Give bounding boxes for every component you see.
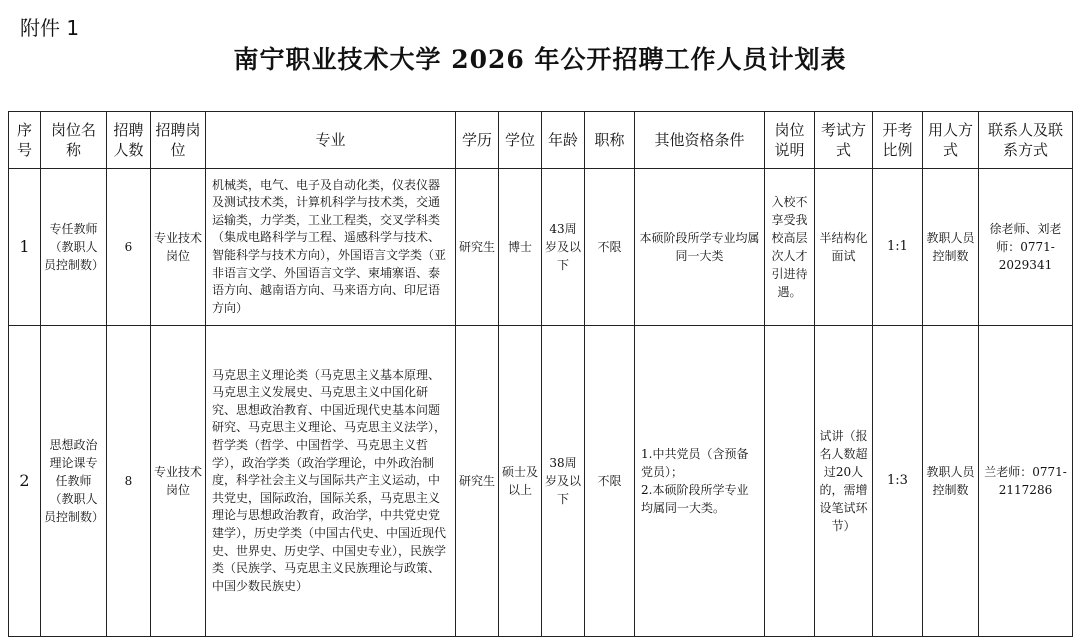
cell-post: 专业技术岗位 bbox=[151, 169, 206, 326]
cell-post: 专业技术岗位 bbox=[151, 326, 206, 637]
header-seq: 序号 bbox=[9, 112, 41, 169]
cell-post-name: 专任教师（教职人员控制数） bbox=[41, 169, 107, 326]
header-note: 岗位说明 bbox=[765, 112, 815, 169]
cell-post-name: 思想政治理论课专任教师（教职人员控制数） bbox=[41, 326, 107, 637]
cell-employ: 教职人员控制数 bbox=[923, 169, 979, 326]
header-post: 招聘岗位 bbox=[151, 112, 206, 169]
cell-employ: 教职人员控制数 bbox=[923, 326, 979, 637]
cell-education: 研究生 bbox=[456, 326, 499, 637]
cell-exam: 半结构化面试 bbox=[815, 169, 873, 326]
table-row bbox=[9, 169, 1073, 326]
header-contact: 联系人及联系方式 bbox=[979, 112, 1073, 169]
header-title-rank: 职称 bbox=[585, 112, 635, 169]
cell-major: 机械类，电气、电子及自动化类，仪表仪器及测试技术类，计算机科学与技术类，交通运输类，力学类，工业工程类，交叉学科类（集成电路科学与工程、遥感科学与技术、智能科学与技术方向），外国语言文学类（亚非语言文学、外国语言文学、柬埔寨语、泰语方向、越南语方向、马来语方向、印尼语方向） bbox=[206, 169, 456, 326]
cell-major: 马克思主义理论类（马克思主义基本原理、马克思主义发展史、马克思主义中国化研究、思想政治教育、中国近现代史基本问题研究、马克思主义理论、马克思主义法学），哲学类（哲学、中国哲学、马克思主义哲学），政治学类（政治学理论，中外政治制度，科学社会主义与国际共产主义运动，中共党史，国际政治，国际关系，马克思主义理论与思想政治教育，政治学，中共党史党建学），历史学类（中国古代史、中国近现代史、世界史、历史学、中国史专业），民族学类（民族学、马克思主义民族理论与政策、中国少数民族史） bbox=[206, 326, 456, 637]
cell-exam: 试讲（报名人数超过20人的，需增设笔试环节） bbox=[815, 326, 873, 637]
cell-contact: 兰老师：0771-2117286 bbox=[979, 326, 1073, 637]
cell-education: 研究生 bbox=[456, 169, 499, 326]
attachment-label: 附件 1 bbox=[20, 16, 80, 40]
page-title: 南宁职业技术大学 2026 年公开招聘工作人员计划表 bbox=[233, 45, 847, 74]
cell-other: 1.中共党员（含预备党员）； 2.本硕阶段所学专业均属同一大类。 bbox=[635, 326, 765, 637]
cell-other: 本硕阶段所学专业均属同一大类 bbox=[635, 169, 765, 326]
header-ratio: 开考比例 bbox=[873, 112, 923, 169]
header-employ: 用人方式 bbox=[923, 112, 979, 169]
cell-num: 6 bbox=[107, 169, 151, 326]
cell-contact: 徐老师、刘老师：0771-2029341 bbox=[979, 169, 1073, 326]
header-major: 专业 bbox=[206, 112, 456, 169]
cell-note bbox=[765, 326, 815, 637]
cell-num: 8 bbox=[107, 326, 151, 637]
cell-title-rank: 不限 bbox=[585, 326, 635, 637]
header-other: 其他资格条件 bbox=[635, 112, 765, 169]
cell-seq: 2 bbox=[9, 326, 41, 637]
header-row bbox=[9, 112, 1073, 169]
cell-age: 43周岁及以下 bbox=[542, 169, 585, 326]
cell-seq: 1 bbox=[9, 169, 41, 326]
cell-note: 入校不享受我校高层次人才引进待遇。 bbox=[765, 169, 815, 326]
header-degree: 学位 bbox=[499, 112, 542, 169]
header-education: 学历 bbox=[456, 112, 499, 169]
cell-degree: 博士 bbox=[499, 169, 542, 326]
cell-ratio: 1:1 bbox=[873, 169, 923, 326]
header-age: 年龄 bbox=[542, 112, 585, 169]
header-num: 招聘人数 bbox=[107, 112, 151, 169]
recruitment-plan-table bbox=[8, 111, 1073, 637]
cell-degree: 硕士及以上 bbox=[499, 326, 542, 637]
header-exam: 考试方式 bbox=[815, 112, 873, 169]
cell-title-rank: 不限 bbox=[585, 169, 635, 326]
table-row bbox=[9, 326, 1073, 637]
cell-ratio: 1:3 bbox=[873, 326, 923, 637]
header-post-name: 岗位名称 bbox=[41, 112, 107, 169]
cell-age: 38周岁及以下 bbox=[542, 326, 585, 637]
